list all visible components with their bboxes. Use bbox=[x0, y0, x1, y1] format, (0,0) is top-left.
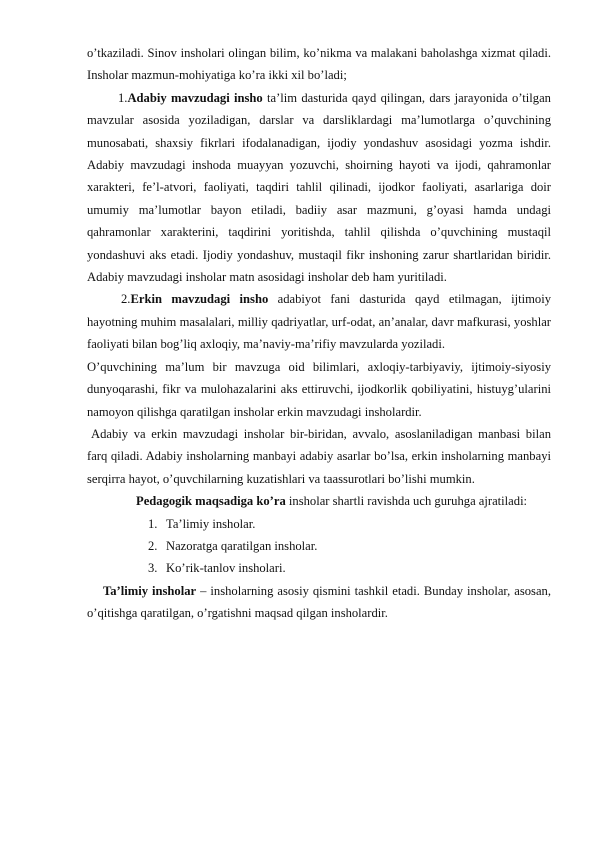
paragraph-literary-essay bbox=[87, 87, 551, 289]
paragraph-free-essay bbox=[87, 288, 551, 355]
list-item bbox=[87, 513, 551, 535]
list-item bbox=[87, 535, 551, 557]
list-item-number: 2. bbox=[148, 538, 158, 553]
list-number: 1. bbox=[118, 90, 128, 105]
definition-free-essay: adabiyot fani dasturida qayd etilmagan, ijtimoiy hayotning muhim masalalari, milliy qadriyatlar, urf-odat, an’analar, davr mafkurasi, yoshlar faoliyati bilan bog’liq axloqiy, ma’naviy-ma’rifiy mavzularda yoziladi. bbox=[87, 292, 551, 352]
term-free-essay: Erkin mavzudagi insho bbox=[130, 292, 269, 307]
paragraph-intro: o’tkaziladi. Sinov insholari olingan bilim, ko’nikma va malakani baholashga xizmat qiladi. Insholar mazmun-mohiyatiga ko’ra ikki xil bo’ladi; bbox=[87, 46, 551, 83]
term-pedagogical-goal: Pedagogik maqsadiga ko’ra bbox=[136, 494, 286, 509]
definition-literary-essay: ta’lim dasturida qayd qilingan, dars jarayonida o’tilgan mavzular asosida yoziladigan, darslar va darsliklardagi ma’lumotlarga o’quvchining munosabati, shaxsiy fikrlari ifodalanadigan, ijodiy yondashuv asosidagi yozma ishdir. Adabiy mavzudagi inshoda muayyan yozuvchi, shoirning hayoti va ijodi, qahramonlar xarakteri, fe’l-atvori, faoliyati, taqdiri tahlil qilinadi, ijodkor faoliyati, asarlariga doir umumiy ma’lumotlar bayon etiladi, badiiy asar mazmuni, g’oyasi hamda undagi qahramonlar xarakterini, taqdirini yoritishda, tahlil qilishda o’quvchining mustaqil yondashuvi aks etadi. Ijodiy yondashuv, mustaqil fikr inshoning zarur shartlaridan biridir. Adabiy mavzudagi insholar matn asosidagi insholar deb ham yuritiladi. bbox=[87, 90, 551, 285]
list-item-text: Ta’limiy insholar. bbox=[166, 516, 256, 531]
definition-educational-essays: – insholarning asosiy qismini tashkil etadi. Bunday insholar, asosan, o’qitishga qaratilgan, o’rgatishni maqsad qilgan insholardir. bbox=[87, 583, 551, 621]
list-item-number: 1. bbox=[148, 516, 158, 531]
paragraph-educational-essays bbox=[87, 580, 551, 625]
list-item-text: Nazoratga qaratilgan insholar. bbox=[166, 538, 318, 553]
essay-types-list bbox=[87, 513, 551, 580]
list-item-number: 3. bbox=[148, 561, 158, 576]
document-body bbox=[87, 42, 551, 625]
paragraph-pedagogical-goal bbox=[87, 490, 577, 512]
paragraph-comparison: Adabiy va erkin mavzudagi insholar bir-biridan, avvalo, asoslaniladigan manbasi bilan farq qiladi. Adabiy insholarning manbayi adabiy asarlar bo’lsa, erkin insholarning manbayi serqirra hayot, o’quvchilarning kuzatishlari va taassurotlari bo’lishi mumkin. bbox=[87, 426, 551, 486]
list-number: 2. bbox=[121, 292, 131, 307]
term-literary-essay: Adabiy mavzudagi insho bbox=[127, 90, 263, 105]
paragraph-free-essay-detail: O’quvchining ma’lum bir mavzuga oid bilimlari, axloqiy-tarbiyaviy, ijtimoiy-siyosiy dunyoqarashi, fikr va mulohazalarini aks ettiruvchi, ijodkorlik qobiliyatini, histuyg’ularini namoyon qilishga qaratilgan insholar erkin mavzudagi insholardir. bbox=[87, 359, 551, 419]
term-educational-essays: Ta’limiy insholar bbox=[103, 583, 197, 598]
list-item-text: Ko’rik-tanlov insholari. bbox=[166, 561, 286, 576]
list-item bbox=[87, 557, 551, 579]
pedagogical-goal-text: insholar shartli ravishda uch guruhga ajratiladi: bbox=[285, 494, 528, 509]
